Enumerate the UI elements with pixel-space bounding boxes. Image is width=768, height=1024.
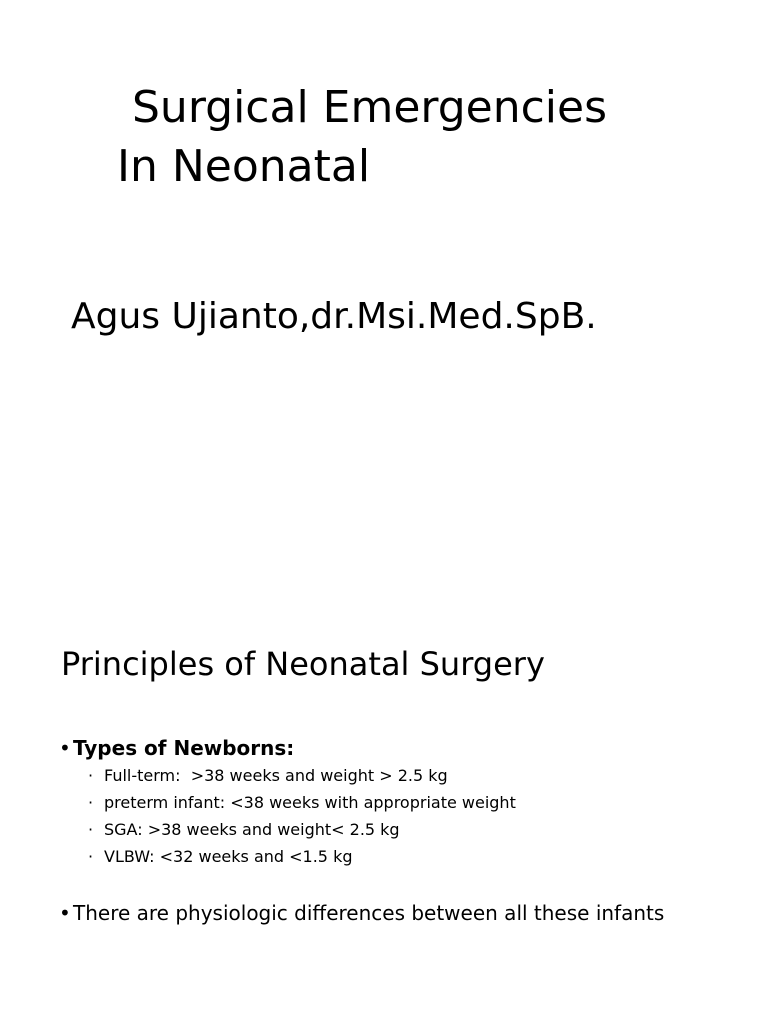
bullet-item [59,901,699,925]
sub-bullet-text: VLBW: <32 weeks and <1.5 kg [104,847,353,866]
sub-bullet-text: Full-term: >38 weeks and weight > 2.5 kg [104,766,448,785]
sub-bullet-icon: · [88,793,94,812]
bullet-icon: • [59,736,71,760]
slide-title: Principles of Neonatal Surgery [61,645,545,683]
sub-bullet-icon: · [88,766,94,785]
sub-bullet-text: preterm infant: <38 weeks with appropriate weight [104,793,516,812]
bullet-text: Types of Newborns: [73,736,295,760]
bullet-item [59,736,294,760]
sub-bullet-item [88,765,448,787]
sub-bullet-icon: · [88,820,94,839]
sub-bullet-item [88,846,352,868]
bullet-icon: • [59,901,71,925]
presentation-title-line-1: Surgical Emergencies [132,82,607,133]
sub-bullet-icon: · [88,847,94,866]
slide-principles [0,512,768,1024]
author-name: Agus Ujianto,dr.Msi.Med.SpB. [71,296,597,337]
sub-bullet-item [88,819,400,841]
presentation-title-line-2: In Neonatal [117,141,371,192]
sub-bullet-item [88,792,516,814]
bullet-text: There are physiologic differences between all these infants [73,901,665,925]
sub-bullet-text: SGA: >38 weeks and weight< 2.5 kg [104,820,400,839]
